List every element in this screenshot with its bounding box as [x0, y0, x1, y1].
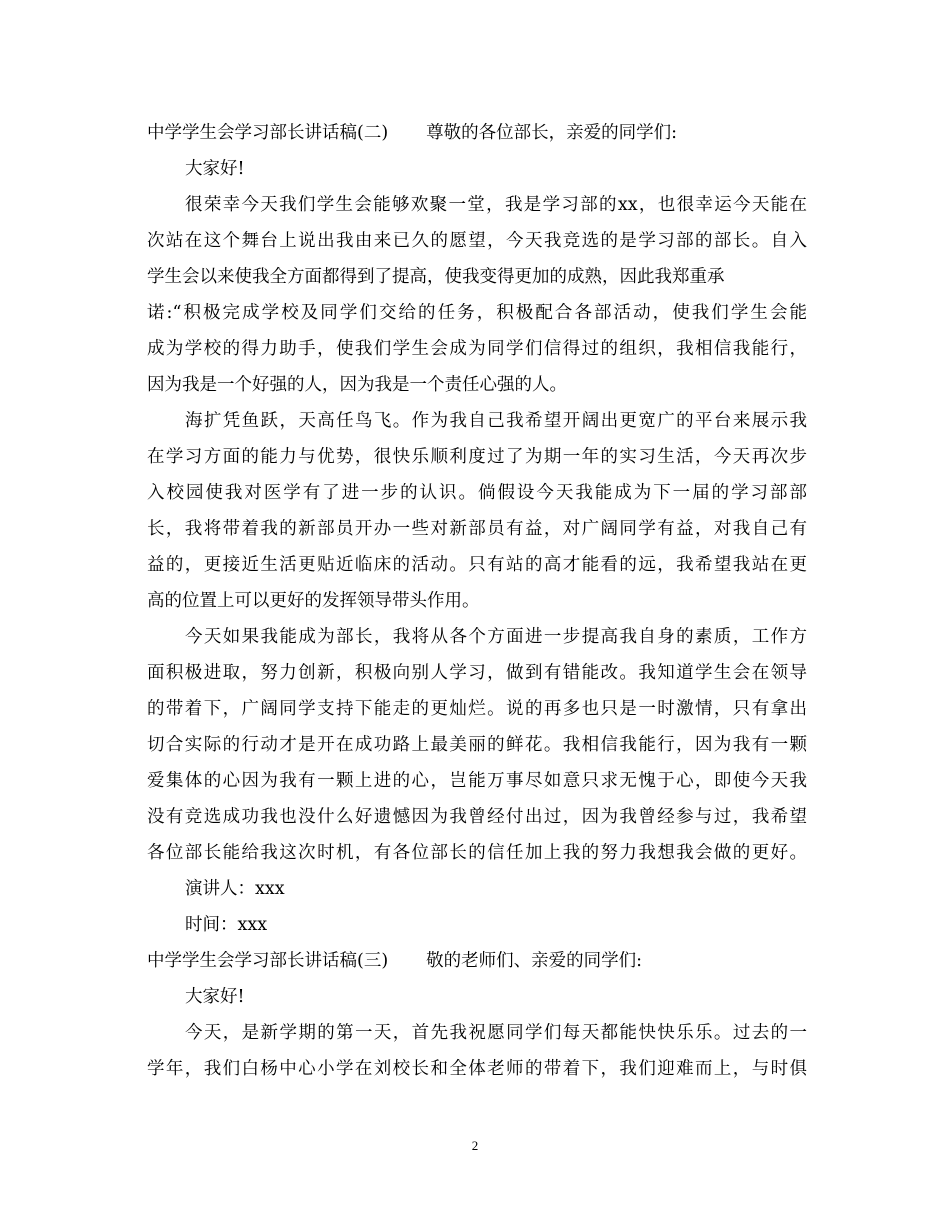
paragraph-three-line: 各位部长能给我这次时机，有各位部长的信任加上我的努力我想我会做的更好。 [147, 843, 807, 863]
greeting-two: 大家好! [185, 159, 245, 179]
paragraph-three-line: 切合实际的行动才是开在成功路上最美丽的鲜花。我相信我能行，因为我有一颗 [147, 735, 807, 755]
paragraph-one-line: 次站在这个舞台上说出我由来已久的愿望，今天我竞选的是学习部的部长。自入 [147, 231, 807, 251]
greeting-three: 大家好! [185, 987, 245, 1007]
paragraph-one-line: 因为我是一个好强的人，因为我是一个责任心强的人。 [147, 375, 567, 395]
heading-three-title: 中学学生会学习部长讲话稿(三) [147, 951, 389, 971]
paragraph-one-line: 很荣幸今天我们学生会能够欢聚一堂，我是学习部的xx，也很幸运今天能在 [185, 195, 807, 215]
heading-three [147, 949, 807, 973]
paragraph-two-line: 入校园使我对医学有了进一步的认识。倘假设今天我能成为下一届的学习部部 [147, 483, 807, 503]
page-number: 2 [471, 1138, 479, 1153]
paragraph-three-line: 面积极进取，努力创新，积极向别人学习，做到有错能改。我知道学生会在领导 [147, 663, 807, 683]
heading-two-salutation: 尊敬的各位部长，亲爱的同学们: [426, 123, 678, 143]
paragraph-one-line: 诺:“积极完成学校及同学们交给的任务，积极配合各部活动，使我们学生会能 [147, 303, 807, 323]
paragraph-two-line: 高的位置上可以更好的发挥领导带头作用。 [147, 591, 480, 611]
paragraph-two-line: 益的，更接近生活更贴近临床的活动。只有站的高才能看的远，我希望我站在更 [147, 555, 807, 575]
heading-two [147, 121, 807, 145]
paragraph-three-line: 今天如果我能成为部长，我将从各个方面进一步提高我自身的素质，工作方 [185, 627, 807, 647]
paragraph-two-line: 长，我将带着我的新部员开办一些对新部员有益，对广阔同学有益，对我自己有 [147, 519, 807, 539]
paragraph-one-line: 学生会以来使我全方面都得到了提高，使我变得更加的成熟，因此我郑重承 [147, 267, 725, 287]
paragraph-three-line: 爱集体的心因为我有一颗上进的心，岂能万事尽如意只求无愧于心，即使今天我 [147, 771, 807, 791]
paragraph-four-line: 学年，我们白杨中心小学在刘校长和全体老师的带着下，我们迎难而上，与时俱 [147, 1059, 807, 1079]
paragraph-one-line: 成为学校的得力助手，使我们学生会成为同学们信得过的组织，我相信我能行， [147, 339, 807, 359]
paragraph-two-line: 在学习方面的能力与优势，很快乐顺利度过了为期一年的实习生活，今天再次步 [147, 447, 807, 467]
paragraph-four-line: 今天，是新学期的第一天，首先我祝愿同学们每天都能快快乐乐。过去的一 [185, 1023, 807, 1043]
paragraph-two-line: 海扩凭鱼跃，天高任鸟飞。作为我自己我希望开阔出更宽广的平台来展示我 [185, 411, 807, 431]
heading-two-title: 中学学生会学习部长讲话稿(二) [147, 123, 389, 143]
paragraph-three-line: 没有竞选成功我也没什么好遗憾因为我曾经付出过，因为我曾经参与过，我希望 [147, 807, 807, 827]
time-line: 时间：xxx [185, 915, 268, 935]
heading-three-salutation: 敬的老师们、亲爱的同学们: [426, 951, 643, 971]
paragraph-three-line: 的带着下，广阔同学支持下能走的更灿烂。说的再多也只是一时激情，只有拿出 [147, 699, 807, 719]
speaker-line: 演讲人：xxx [185, 879, 285, 899]
